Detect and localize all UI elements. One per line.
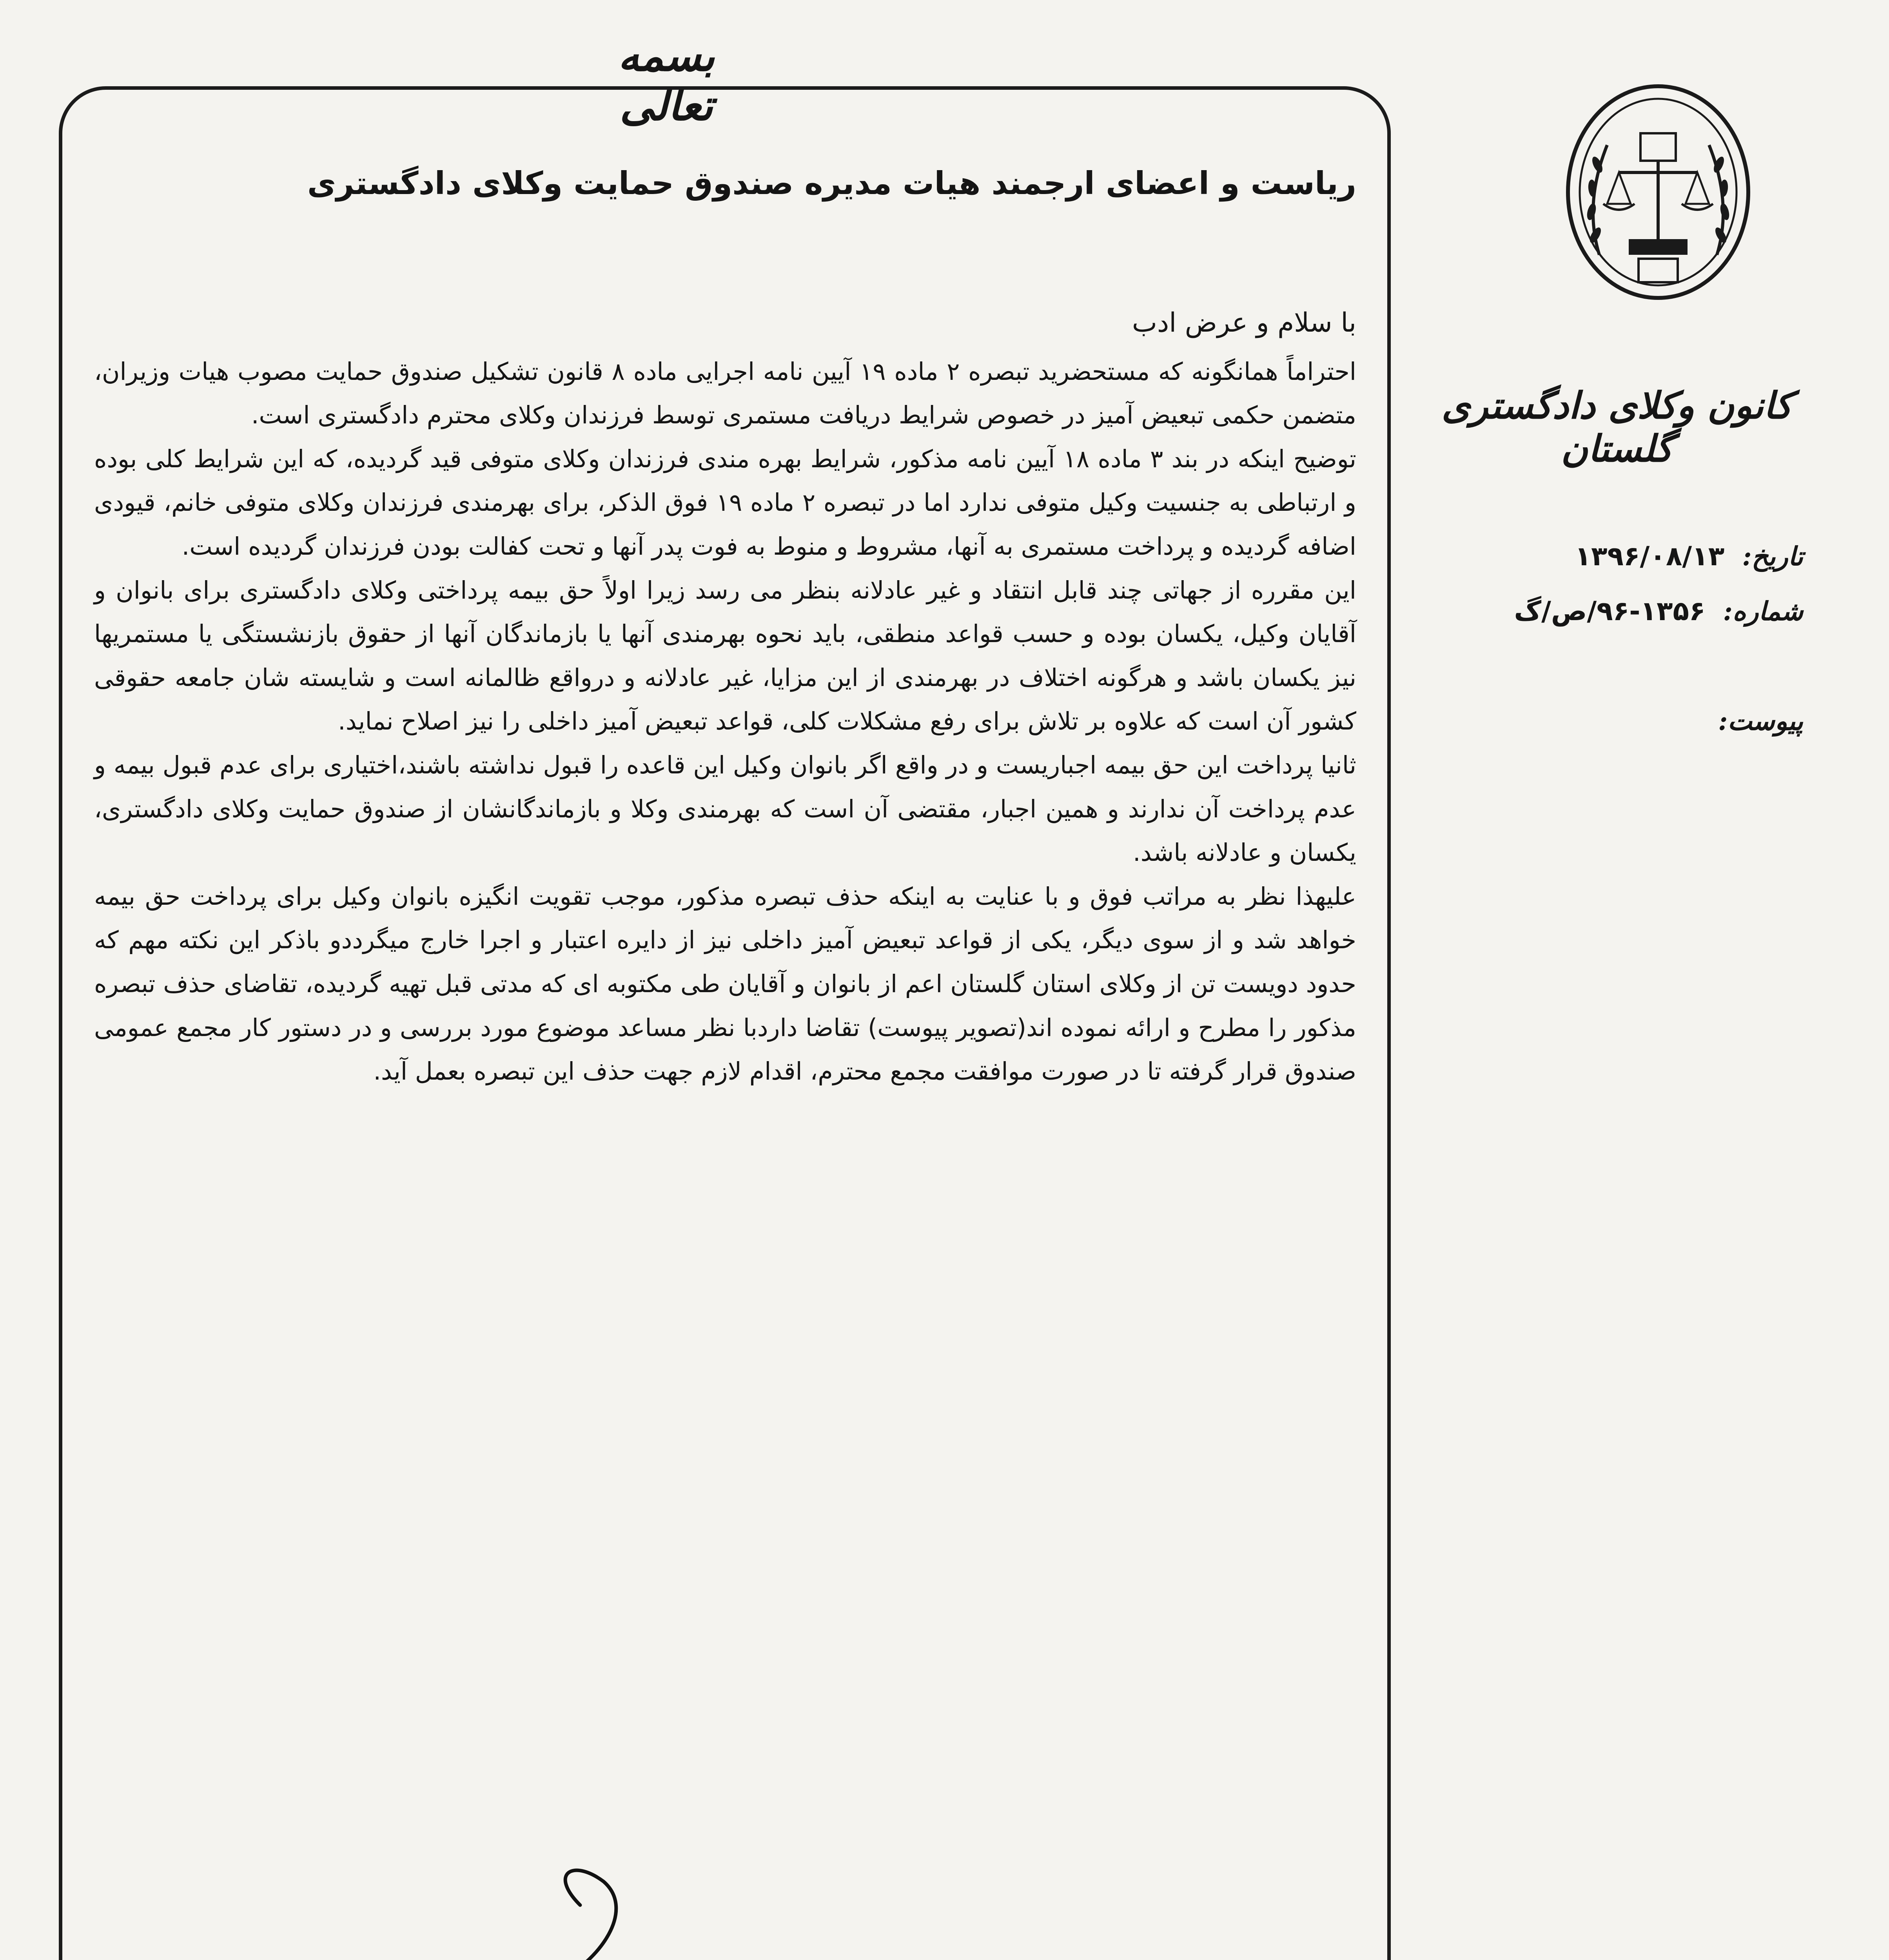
number-line xyxy=(1450,596,1803,627)
paragraph-3: این مقرره از جهاتی چند قابل انتقاد و غیر عادلانه بنظر می رسد زیرا اولاً حق بیمه پرداختی وکلای دادگستری برای بانوان و آقایان وکیل، یکسان بوده و حسب قواعد منطقی، باید نحوه بهرمندی آنها یا بازماندگان آنها از حقوق بازنشستگی یا مستمریها نیز یکسان باشد و هرگونه اختلاف در بهرمندی از این مزایا، غیر عادلانه و درواقع ظالمانه است و شایسته شان جامعه حقوقی کشور آن است که علاوه بر تلاش برای رفع مشکلات کلی، قواعد تبعیض آمیز داخلی را نیز اصلاح نماید. xyxy=(94,575,1356,736)
handwritten-signature xyxy=(251,1858,792,1960)
bar-association-seal xyxy=(1541,71,1776,329)
letter-body xyxy=(94,165,1356,1960)
number-value: ۱۳۵۶-۹۶/ص/گ xyxy=(1514,596,1706,627)
addressee: ریاست و اعضای ارجمند هیات مدیره صندوق حمایت وکلای دادگستری xyxy=(307,165,1356,201)
attachment-line xyxy=(1450,706,1803,736)
date-line xyxy=(1450,541,1803,572)
invocation-heading: بسمه تعالی xyxy=(618,31,715,130)
number-label: شماره: xyxy=(1723,596,1803,626)
paragraph-4: ثانیا پرداخت این حق بیمه اجباریست و در واقع اگر بانوان وکیل این قاعده را قبول نداشته باشند،اختیاری برای عدم قبول بیمه و عدم پرداخت آن ندارند و همین اجبار، مقتضی آن است که بهرمندی وکلا و بازماندگانشان از صندوق حمایت وکلای دادگستری، یکسان و عادلانه باشد. xyxy=(94,750,1356,867)
attachment-label: پیوست: xyxy=(1718,706,1803,736)
paragraph-5: علیهذا نظر به مراتب فوق و با عنایت به اینکه حذف تبصره مذکور، موجب تقویت انگیزه بانوان وکیل برای پرداخت حق بیمه خواهد شد و از سوی دیگر، یکی از قواعد تبعیض آمیز داخلی نیز از دایره اعتبار و اجرا خارج میگرددو باذکر این نکته مهم که حدود دویست تن از وکلای استان گلستان اعم از بانوان و آقایان طی مکتوبه ای که مدتی قبل تهیه گردیده، تقاضای حذف تبصره مذکور را مطرح و ارائه نموده اند(تصویر پیوست) تقاضا داردبا نظر مساعد موضوع مورد بررسی و در دستور کار مجمع عمومی صندوق قرار گرفته تا در صورت موافقت مجمع محترم، اقدام لازم جهت حذف این تبصره بعمل آید. xyxy=(94,882,1356,1086)
organization-name: کانون وکلای دادگستری گلستان xyxy=(1441,384,1793,470)
paragraph-1: احتراماً همانگونه که مستحضرید تبصره ۲ ماده ۱۹ آیین نامه اجرایی ماده ۸ قانون تشکیل صندوق حمایت مصوب هیات وزیران، متضمن حکمی تبعیض آمیز در خصوص شرایط دریافت مستمری توسط فرزندان وکلای محترم دادگستری است. xyxy=(94,357,1357,430)
date-label: تاریخ: xyxy=(1742,541,1803,572)
date-value: ۱۳۹۶/۰۸/۱۳ xyxy=(1575,541,1725,572)
greeting: با سلام و عرض ادب xyxy=(1132,307,1356,338)
paragraph-2: توضیح اینکه در بند ۳ ماده ۱۸ آیین نامه مذکور، شرایط بهره مندی فرزندان وکلای متوفی قید گردیده، که این شرایط کلی بوده و ارتباطی به جنسیت وکیل متوفی ندارد اما در تبصره ۲ ماده ۱۹ فوق الذکر، برای بهرمندی فرزندان وکلای متوفی خانم، قیودی اضافه گردیده و پرداخت مستمری به آنها، مشروط و منوط به فوت پدر آنها و تحت کفالت بودن فرزندان گردیده است. xyxy=(94,444,1357,561)
